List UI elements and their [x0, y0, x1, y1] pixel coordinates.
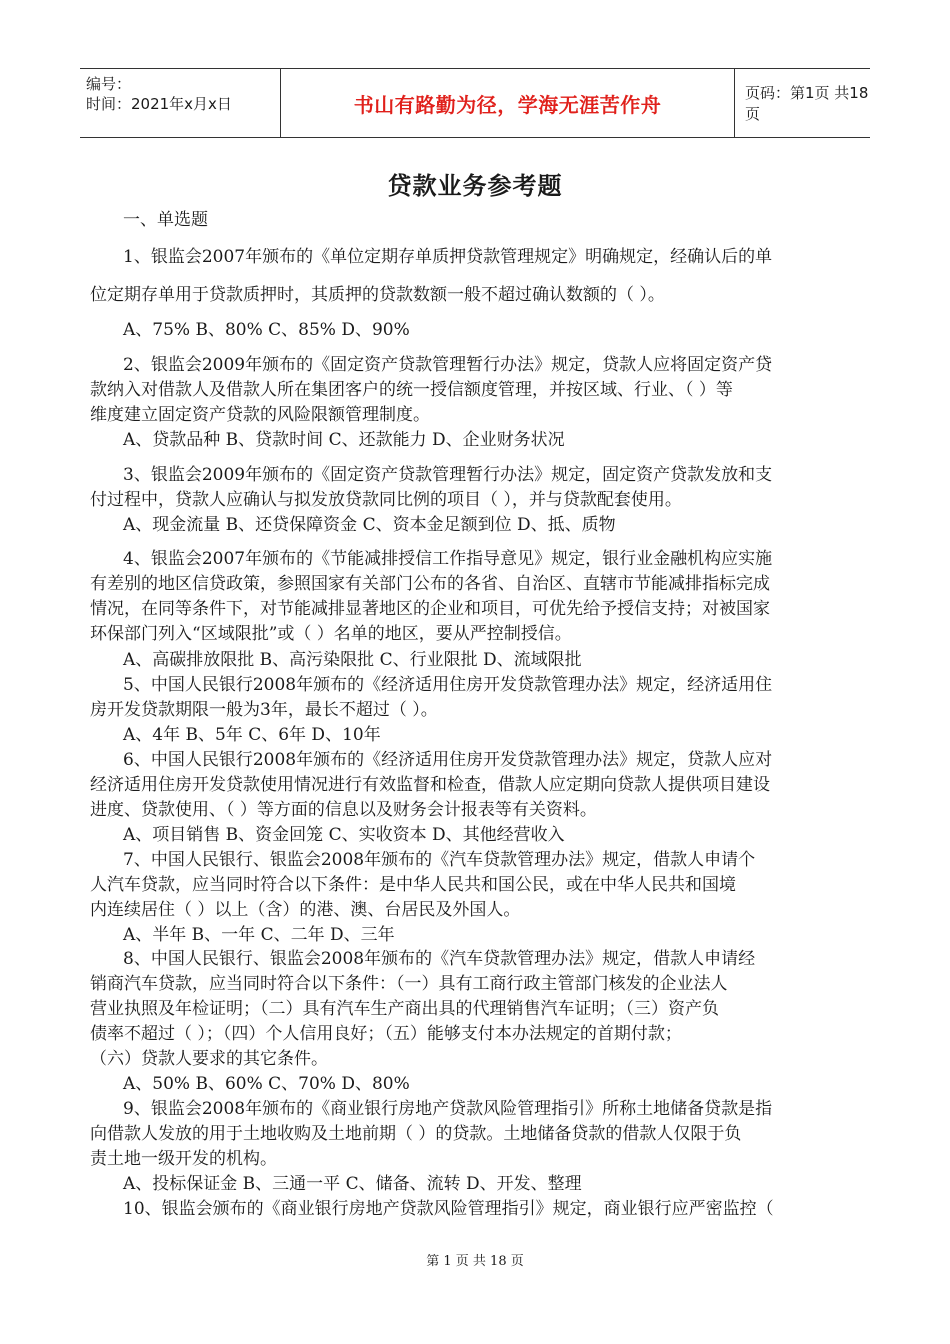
question-8-options: A、50% B、60% C、70% D、80%: [123, 1074, 410, 1094]
question-8-line-2: 销商汽车贷款，应当同时符合以下条件：（一）具有工商行政主管部门核发的企业法人: [90, 974, 728, 994]
question-7-options: A、半年 B、一年 C、二年 D、三年: [123, 925, 395, 945]
question-4-line-4: 环保部门列入“区域限批”或（ ）名单的地区，要从严控制授信。: [90, 624, 572, 644]
question-9-line-3: 责土地一级开发的机构。: [90, 1149, 277, 1169]
question-3-line-2: 付过程中，贷款人应确认与拟发放贷款同比例的项目（ ），并与贷款配套使用。: [90, 490, 682, 510]
question-4-options: A、高碳排放限批 B、高污染限批 C、行业限批 D、流域限批: [123, 650, 582, 670]
question-1-options: A、75% B、80% C、85% D、90%: [123, 320, 410, 340]
motto-text: 书山有路勤为径，学海无涯苦作舟: [353, 92, 662, 117]
header-left-cell: [80, 69, 280, 137]
question-9-options: A、投标保证金 B、三通一平 C、储备、流转 D、开发、整理: [123, 1174, 582, 1194]
question-3-line-1: 3、银监会2009年颁布的《固定资产贷款管理暂行办法》规定，固定资产贷款发放和支: [123, 465, 773, 485]
section-heading: 一、单选题: [123, 210, 208, 230]
header-table: [80, 68, 870, 138]
header-page-cell: [735, 69, 870, 137]
question-5-line-1: 5、中国人民银行2008年颁布的《经济适用住房开发贷款管理办法》规定，经济适用住: [123, 675, 773, 695]
question-7-line-1: 7、中国人民银行、银监会2008年颁布的《汽车贷款管理办法》规定，借款人申请个: [123, 850, 756, 870]
question-4-line-2: 有差别的地区信贷政策，参照国家有关部门公布的各省、自治区、直辖市节能减排指标完成: [90, 574, 770, 594]
question-9-line-2: 向借款人发放的用于土地收购及土地前期（ ）的贷款。土地储备贷款的借款人仅限于负: [90, 1124, 742, 1144]
question-10-line-1: 10、银监会颁布的《商业银行房地产贷款风险管理指引》规定，商业银行应严密监控（: [123, 1199, 774, 1219]
question-2-options: A、贷款品种 B、贷款时间 C、还款能力 D、企业财务状况: [123, 430, 565, 450]
question-6-options: A、项目销售 B、资金回笼 C、实收资本 D、其他经营收入: [123, 825, 565, 845]
question-8-line-1: 8、中国人民银行、银监会2008年颁布的《汽车贷款管理办法》规定，借款人申请经: [123, 949, 756, 969]
question-3-options: A、现金流量 B、还贷保障资金 C、资本金足额到位 D、抵、质物: [123, 515, 616, 535]
question-2-line-3: 维度建立固定资产贷款的风险限额管理制度。: [90, 405, 430, 425]
header-motto-cell: [280, 69, 735, 137]
question-4-line-1: 4、银监会2007年颁布的《节能减排授信工作指导意见》规定，银行业金融机构应实施: [123, 549, 773, 569]
page-footer: 第 1 页 共 18 页: [426, 1254, 524, 1269]
question-5-options: A、4年 B、5年 C、6年 D、10年: [123, 725, 381, 745]
question-7-line-3: 内连续居住（ ）以上（含）的港、澳、台居民及外国人。: [90, 900, 521, 920]
question-6-line-2: 经济适用住房开发贷款使用情况进行有效监督和检查，借款人应定期向贷款人提供项目建设: [90, 775, 770, 795]
page-info: 页码：第1页 共18页: [745, 84, 869, 123]
question-8-line-4: 债率不超过（ ）；（四）个人信用良好；（五）能够支付本办法规定的首期付款；: [90, 1024, 682, 1044]
number-label: 编号：: [86, 75, 132, 93]
question-8-line-5: （六）贷款人要求的其它条件。: [90, 1049, 328, 1069]
question-1-line-2: 位定期存单用于贷款质押时，其质押的贷款数额一般不超过确认数额的（ ）。: [90, 285, 665, 305]
question-2-line-2: 款纳入对借款人及借款人所在集团客户的统一授信额度管理，并按区域、行业、（ ）等: [90, 380, 733, 400]
question-6-line-1: 6、中国人民银行2008年颁布的《经济适用住房开发贷款管理办法》规定，贷款人应对: [123, 750, 773, 770]
question-7-line-2: 人汽车贷款，应当同时符合以下条件：是中华人民共和国公民，或在中华人民共和国境: [90, 875, 736, 895]
question-4-line-3: 情况，在同等条件下，对节能减排显著地区的企业和项目，可优先给予授信支持；对被国家: [90, 599, 770, 619]
question-6-line-3: 进度、贷款使用、（ ）等方面的信息以及财务会计报表等有关资料。: [90, 800, 597, 820]
question-5-line-2: 房开发贷款期限一般为3年，最长不超过（ ）。: [90, 700, 438, 720]
question-2-line-1: 2、银监会2009年颁布的《固定资产贷款管理暂行办法》规定，贷款人应将固定资产贷: [123, 355, 773, 375]
document-title: 贷款业务参考题: [387, 172, 563, 200]
question-9-line-1: 9、银监会2008年颁布的《商业银行房地产贷款风险管理指引》所称土地储备贷款是指: [123, 1099, 773, 1119]
question-1-line-1: 1、银监会2007年颁布的《单位定期存单质押贷款管理规定》明确规定，经确认后的单: [123, 247, 773, 267]
question-8-line-3: 营业执照及年检证明；（二）具有汽车生产商出具的代理销售汽车证明；（三）资产负: [90, 999, 719, 1019]
date-label: 时间：2021年x月x日: [86, 95, 232, 113]
